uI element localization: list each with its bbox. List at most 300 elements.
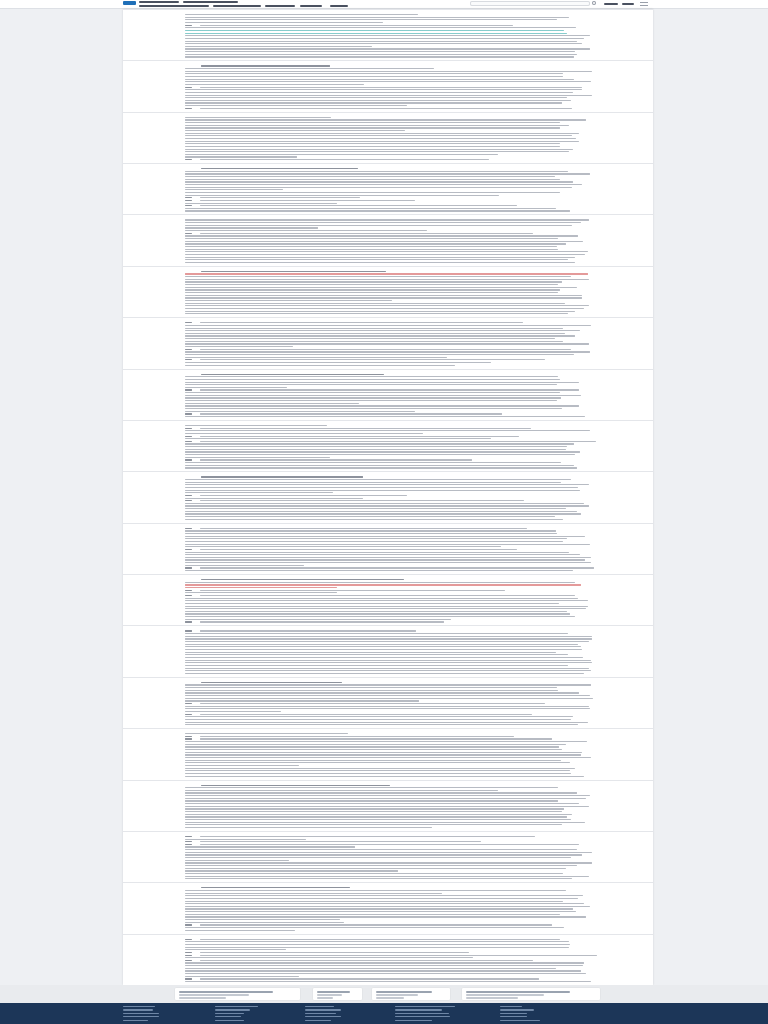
text-line [185,249,558,250]
text-line [185,279,589,280]
text-line [200,924,552,925]
text-line [185,387,287,388]
text-line [185,122,560,123]
text-line [185,711,281,712]
section-heading [201,168,358,169]
list-marker [185,703,192,704]
text-line [185,803,579,804]
text-line [200,567,594,568]
text-line [185,41,577,42]
text-line [185,141,579,142]
text-line [185,505,589,506]
text-line [185,105,407,106]
text-line [185,944,570,945]
menu-icon[interactable] [640,2,648,6]
text-line [185,479,571,480]
text-line [185,908,573,909]
list-marker [185,621,192,622]
logo-icon[interactable] [123,1,136,5]
text-line [185,511,577,512]
header-link[interactable] [300,5,322,7]
text-line [185,976,299,977]
text-line [185,600,588,601]
text-line [185,708,590,709]
text-line [185,898,578,899]
text-line [185,22,383,23]
footer-link[interactable] [215,1016,241,1017]
text-line [200,836,535,837]
text-line [185,965,583,966]
text-line [185,130,405,131]
text-line [185,893,442,894]
text-line [185,800,558,801]
footer-link[interactable] [500,1006,522,1007]
text-line [185,325,591,326]
text-line [185,513,581,514]
related-document-card[interactable] [175,988,300,1000]
text-line [185,313,568,314]
footer-link[interactable] [123,1006,155,1007]
text-line [185,598,578,599]
text-line [185,906,590,907]
text-line [185,259,568,260]
text-line [185,770,570,771]
text-line [200,595,575,596]
related-document-card[interactable] [462,988,600,1000]
text-line [185,189,283,190]
document-viewer[interactable] [123,9,653,985]
document-page [123,420,653,471]
text-line [185,546,501,547]
text-line [185,454,575,455]
text-line [185,156,297,157]
text-line [200,714,532,715]
text-line [185,79,574,80]
text-line [185,962,584,963]
text-line [200,621,444,622]
text-line [185,297,582,298]
text-line [185,757,591,758]
text-line [185,210,570,211]
footer-link[interactable] [500,1013,527,1014]
text-line [185,295,582,296]
text-line [200,25,513,26]
header-subtitle-text [139,5,209,7]
text-line [185,89,582,90]
text-line [200,108,572,109]
document-page [123,266,653,317]
list-marker [185,939,192,940]
text-line [185,584,581,585]
footer-link[interactable] [123,1009,153,1010]
text-line [185,503,584,504]
text-line [185,392,560,393]
text-line [185,903,584,904]
text-line [200,87,582,88]
text-line [185,395,581,396]
list-marker [185,87,192,88]
footer-link[interactable] [500,1020,540,1021]
text-line [185,695,590,696]
text-line [185,919,340,920]
search-icon[interactable] [592,1,596,5]
text-line [185,451,580,452]
list-marker [185,590,192,591]
related-document-card[interactable] [313,988,362,1000]
text-line [185,957,473,958]
text-line [185,895,583,896]
text-line [200,978,539,979]
text-line [185,482,561,483]
footer-link[interactable] [395,1013,449,1014]
list-marker [185,108,192,109]
text-line [185,860,289,861]
text-line [185,876,589,877]
text-line [185,819,571,820]
text-line [185,14,418,15]
text-line [185,379,560,380]
text-line [185,911,576,912]
text-line [185,916,586,917]
text-line [185,433,423,434]
text-line [185,930,295,931]
text-line [185,382,579,383]
text-line [185,135,572,136]
document-page [123,163,653,214]
text-line [185,127,560,128]
document-page [123,9,653,60]
text-line [185,562,591,563]
text-line [185,927,564,928]
list-marker [185,978,192,979]
text-line [200,500,524,501]
text-line [185,289,560,290]
document-page [123,112,653,163]
document-page [123,523,653,574]
footer-link[interactable] [215,1009,250,1010]
footer-link[interactable] [215,1013,244,1014]
document-page [123,728,653,779]
card-text-line [179,991,273,993]
text-line [185,687,557,688]
text-line [185,746,559,747]
text-line [200,200,415,201]
document-page [123,471,653,522]
text-line [185,538,567,539]
text-line [185,346,293,347]
text-line [185,722,588,723]
text-line [185,341,563,342]
text-line [185,901,563,902]
text-line [185,508,566,509]
text-line [185,365,455,366]
text-line [185,638,592,639]
text-line [185,554,580,555]
text-line [185,241,583,242]
card-text-line [317,991,350,993]
list-marker [185,436,192,437]
list-marker [185,960,192,961]
text-line [185,71,592,72]
site-footer [0,1003,768,1024]
text-line [185,846,355,847]
text-line [185,544,590,545]
text-line [200,841,481,842]
text-line [200,738,552,739]
text-line [185,922,344,923]
text-line [185,143,560,144]
footer-link[interactable] [395,1009,442,1010]
footer-link[interactable] [215,1020,244,1021]
card-text-line [376,997,404,999]
text-line [185,854,582,855]
text-line [185,603,559,604]
text-line [185,565,304,566]
text-line [185,292,558,293]
header-link[interactable] [604,3,618,5]
list-marker [185,359,192,360]
text-line [185,516,555,517]
list-marker [185,349,192,350]
header-title-text [139,1,179,3]
text-line [185,425,327,426]
text-line [185,752,582,753]
text-line [185,219,589,220]
text-line [185,613,570,614]
list-marker [185,495,192,496]
text-line [185,973,586,974]
list-marker [185,595,192,596]
list-marker [185,841,192,842]
footer-link[interactable] [500,1009,534,1010]
card-text-line [466,994,544,996]
document-page [123,369,653,420]
text-line [185,222,581,223]
text-line [185,357,447,358]
text-line [200,703,545,704]
text-line [185,430,590,431]
footer-link[interactable] [395,1016,450,1017]
document-page [123,831,653,882]
text-line [185,487,578,488]
text-line [185,397,561,398]
text-line [200,322,523,323]
text-line [185,822,585,823]
text-line [185,262,575,263]
text-line [200,955,597,956]
card-text-line [376,994,418,996]
text-line [185,102,562,103]
footer-link[interactable] [123,1013,159,1014]
text-line [185,311,575,312]
list-marker [185,159,192,160]
section-heading [201,374,384,375]
text-line [185,684,591,685]
document-page [123,625,653,676]
text-line [185,333,565,334]
card-text-line [179,994,249,996]
text-line [185,698,593,699]
text-line [185,300,392,301]
text-line [185,716,573,717]
text-line [185,100,571,101]
text-line [185,519,563,520]
document-page [123,934,653,985]
text-line [185,149,573,150]
text-line [185,462,561,463]
text-line [185,849,577,850]
header-link[interactable] [265,5,295,7]
footer-link[interactable] [123,1016,159,1017]
header-link[interactable] [622,3,634,5]
footer-link[interactable] [500,1016,527,1017]
footer-link[interactable] [305,1016,341,1017]
text-line [185,530,556,531]
text-line [185,690,558,691]
text-line [185,492,333,493]
list-marker [185,322,192,323]
document-page [123,677,653,728]
text-line [185,187,572,188]
text-line [185,465,574,466]
text-line [185,592,337,593]
text-line [185,351,590,352]
text-line [185,17,569,18]
list-marker [185,836,192,837]
text-line [185,208,556,209]
text-line [200,159,489,160]
list-marker [185,630,192,631]
text-line [185,305,589,306]
text-line [185,724,578,725]
text-line [185,533,557,534]
text-line [185,273,588,274]
text-line [185,490,580,491]
text-line [185,749,562,750]
card-text-line [466,997,518,999]
text-line [185,668,589,669]
text-line [185,330,580,331]
text-line [185,776,584,777]
text-line [200,528,527,529]
text-line [185,257,575,258]
list-marker [185,528,192,529]
text-line [185,97,567,98]
text-line [185,744,566,745]
text-line [185,192,560,193]
footer-link[interactable] [305,1006,334,1007]
text-line [185,384,557,385]
list-marker [185,413,192,414]
text-line [185,795,590,796]
text-line [200,960,533,961]
header-link[interactable] [330,5,348,7]
text-line [185,768,575,769]
text-line [185,284,558,285]
footer-link[interactable] [305,1020,331,1021]
list-marker [185,197,192,198]
text-line [185,792,577,793]
footer-link[interactable] [305,1013,336,1014]
text-line [185,557,591,558]
text-line [185,816,567,817]
text-line [185,541,563,542]
text-line [185,824,562,825]
search-input[interactable] [470,1,590,6]
text-line [185,536,585,537]
text-line [185,179,560,180]
text-line [200,844,579,845]
text-line [185,868,566,869]
text-line [185,606,588,607]
text-line [185,662,592,663]
text-line [185,411,415,412]
text-line [185,154,498,155]
text-line [185,457,330,458]
text-line [185,403,359,404]
footer-link[interactable] [123,1020,148,1021]
text-line [200,197,360,198]
text-line [185,81,591,82]
text-line [200,939,560,940]
text-line [185,443,574,444]
list-marker [185,924,192,925]
text-line [185,552,569,553]
text-line [185,619,451,620]
footer-link[interactable] [395,1006,455,1007]
text-line [185,570,573,571]
text-line [200,205,517,206]
text-line [185,408,562,409]
text-line [200,233,533,234]
section-heading [201,65,330,66]
text-line [185,611,567,612]
text-line [185,765,299,766]
text-line [185,48,590,49]
text-line [185,76,563,77]
text-line [185,762,570,763]
text-line [185,644,578,645]
text-line [185,243,566,244]
list-marker [185,736,192,737]
text-line [185,587,337,588]
text-line [185,238,558,239]
text-line [185,138,576,139]
card-text-line [376,991,432,993]
footer-link[interactable] [395,1020,432,1021]
text-line [185,968,556,969]
footer-related-documents [0,985,768,1003]
text-line [185,941,569,942]
text-line [185,616,575,617]
text-line [185,806,589,807]
text-line [185,173,590,174]
text-line [200,952,469,953]
text-line [185,303,565,304]
text-line [200,413,502,414]
related-document-card[interactable] [372,988,450,1000]
footer-link[interactable] [305,1009,341,1010]
text-line [185,73,563,74]
text-line [185,354,574,355]
list-marker [185,567,192,568]
text-line [200,590,505,591]
list-marker [185,459,192,460]
text-line [185,335,575,336]
text-line [185,30,564,31]
list-marker [185,738,192,739]
footer-link[interactable] [215,1006,258,1007]
